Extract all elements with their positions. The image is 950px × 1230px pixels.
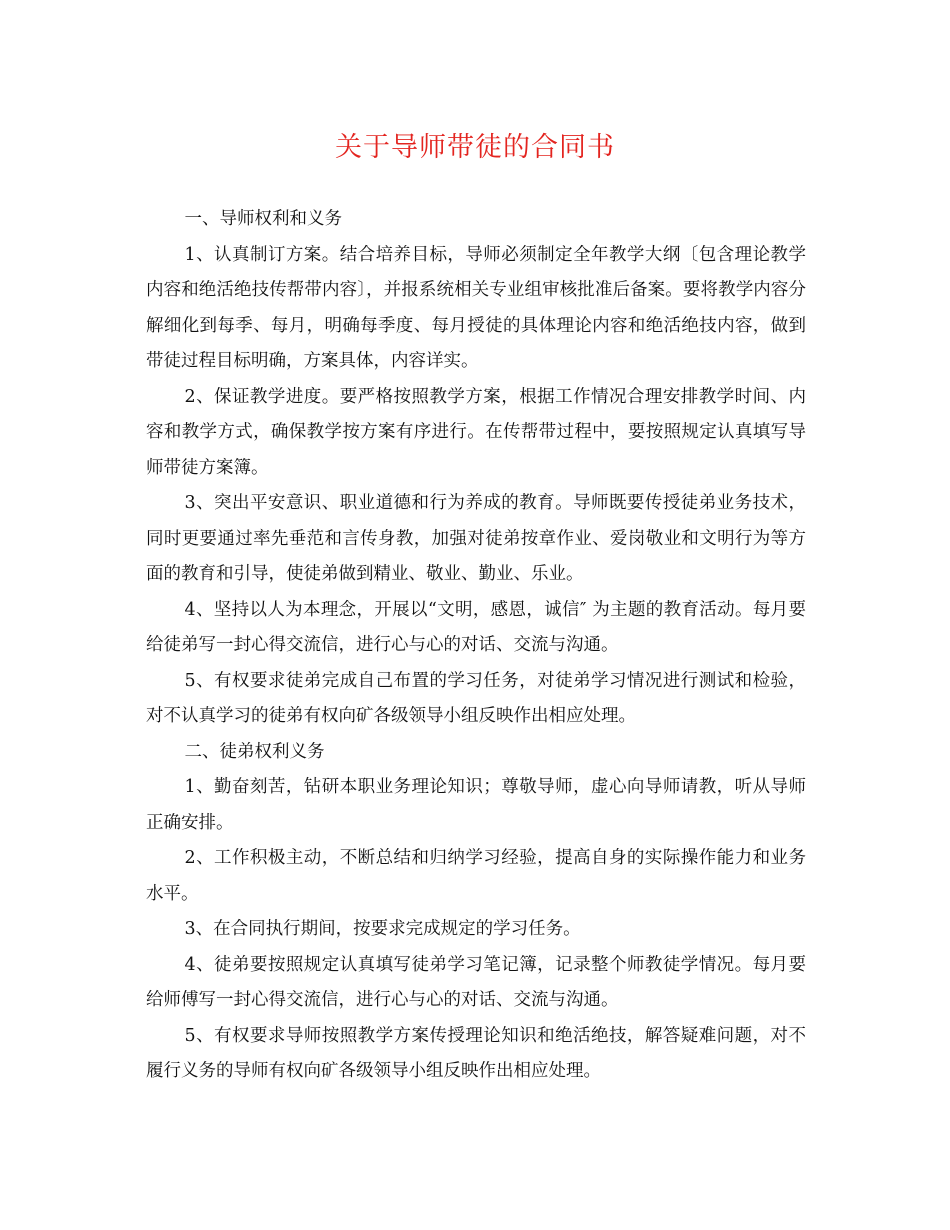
paragraph: 2、工作积极主动，不断总结和归纳学习经验，提高自身的实际操作能力和业务水平。 xyxy=(146,848,806,904)
document-title: 关于导师带徒的合同书 xyxy=(335,132,615,163)
paragraph: 4、徒弟要按照规定认真填写徒弟学习笔记簿，记录整个师教徒学情况。每月要给师傅写一封心得交流信，进行心与心的对话、交流与沟通。 xyxy=(146,954,806,1010)
paragraph: 1、认真制订方案。结合培养目标，导师必须制定全年教学大纲〔包含理论教学内容和绝活绝技传帮带内容〕，并报系统相关专业组审核批准后备案。要将教学内容分解细化到每季、每月，明确每季度、每月授徒的具体理论内容和绝活绝技内容，做到带徒过程目标明确，方案具体，内容详实。 xyxy=(146,244,806,371)
paragraph: 4、坚持以人为本理念，开展以“文明，感恩，诚信″ 为主题的教育活动。每月要给徒弟写一封心得交流信，进行心与心的对话、交流与沟通。 xyxy=(146,599,806,655)
section-heading: 二、徒弟权利义务 xyxy=(184,741,325,762)
paragraph: 5、有权要求导师按照教学方案传授理论知识和绝活绝技，解答疑难问题，对不履行义务的导师有权向矿各级领导小组反映作出相应处理。 xyxy=(146,1025,806,1081)
paragraph: 3、突出平安意识、职业道德和行为养成的教育。导师既要传授徒弟业务技术，同时更要通过率先垂范和言传身教，加强对徒弟按章作业、爱岗敬业和文明行为等方面的教育和引导，使徒弟做到精业、敬业、勤业、乐业。 xyxy=(146,493,806,584)
paragraph: 3、在合同执行期间，按要求完成规定的学习任务。 xyxy=(184,919,581,939)
paragraph: 2、保证教学进度。要严格按照教学方案，根据工作情况合理安排教学时间、内容和教学方式，确保教学按方案有序进行。在传帮带过程中，要按照规定认真填写导师带徒方案簿。 xyxy=(146,386,806,478)
paragraph: 1、勤奋刻苦，钻研本职业务理论知识；尊敬导师，虚心向导师请教，听从导师正确安排。 xyxy=(146,777,806,833)
paragraph: 5、有权要求徒弟完成自己布置的学习任务，对徒弟学习情况进行测试和检验，对不认真学习的徒弟有权向矿各级领导小组反映作出相应处理。 xyxy=(146,670,806,726)
section-heading: 一、导师权利和义务 xyxy=(184,209,342,229)
document-body xyxy=(146,202,806,1090)
